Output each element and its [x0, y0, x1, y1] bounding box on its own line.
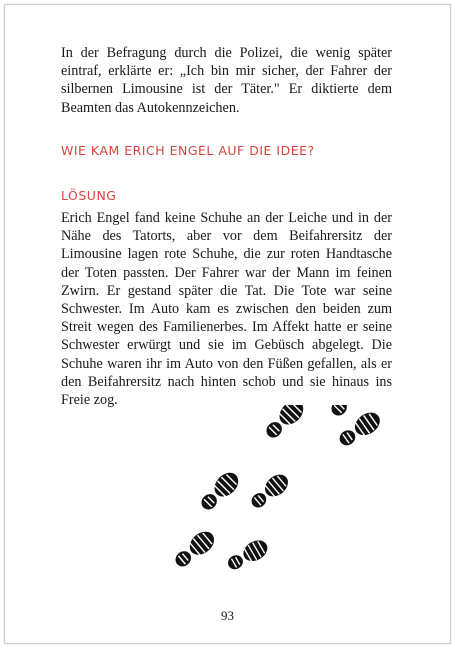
footprint [171, 527, 219, 572]
footprint [261, 405, 307, 443]
intro-paragraph: In der Befragung durch die Polizei, die wenig später eintraf, erklärte er: „Ich bin mir sicher, der Fahrer der silbernen Limousine ist der Täter." Er diktierte dem Beamten das Autokennzeichen. [61, 45, 392, 116]
intro-text [61, 44, 392, 117]
solution-paragraph: Erich Engel fand keine Schuhe an der Leiche und in der Nähe des Tatorts, aber vor dem Beifahrersitz der Limousine lagen rote Schuhe, die zur roten Handtasche der Toten passten. Der Fahrer war der Mann im feinen Zwirn. Er gestand später die Tat. Die Tote war seine Schwester. Im Auto kam es zwischen den beiden zum Streit wegen des Familienerbes. Im Affekt hatte er seine Schwester erwürgt und sie im Gebüsch abgelegt. Die Schuhe waren ihr im Auto von den Füßen gefallen, als er den Beifahrersitz nach hinten schob und sie hinaus ins Freie zog. [61, 210, 392, 409]
question-heading: WIE KAM ERICH ENGEL AUF DIE IDEE? [61, 143, 315, 158]
solution-text [61, 209, 392, 409]
page-number: 93 [221, 608, 234, 623]
footprint [224, 536, 271, 574]
footprint [247, 470, 292, 512]
footprint [335, 408, 384, 451]
footprints-icon [160, 405, 390, 585]
footprint [196, 468, 242, 514]
solution-heading: LÖSUNG [61, 188, 117, 203]
